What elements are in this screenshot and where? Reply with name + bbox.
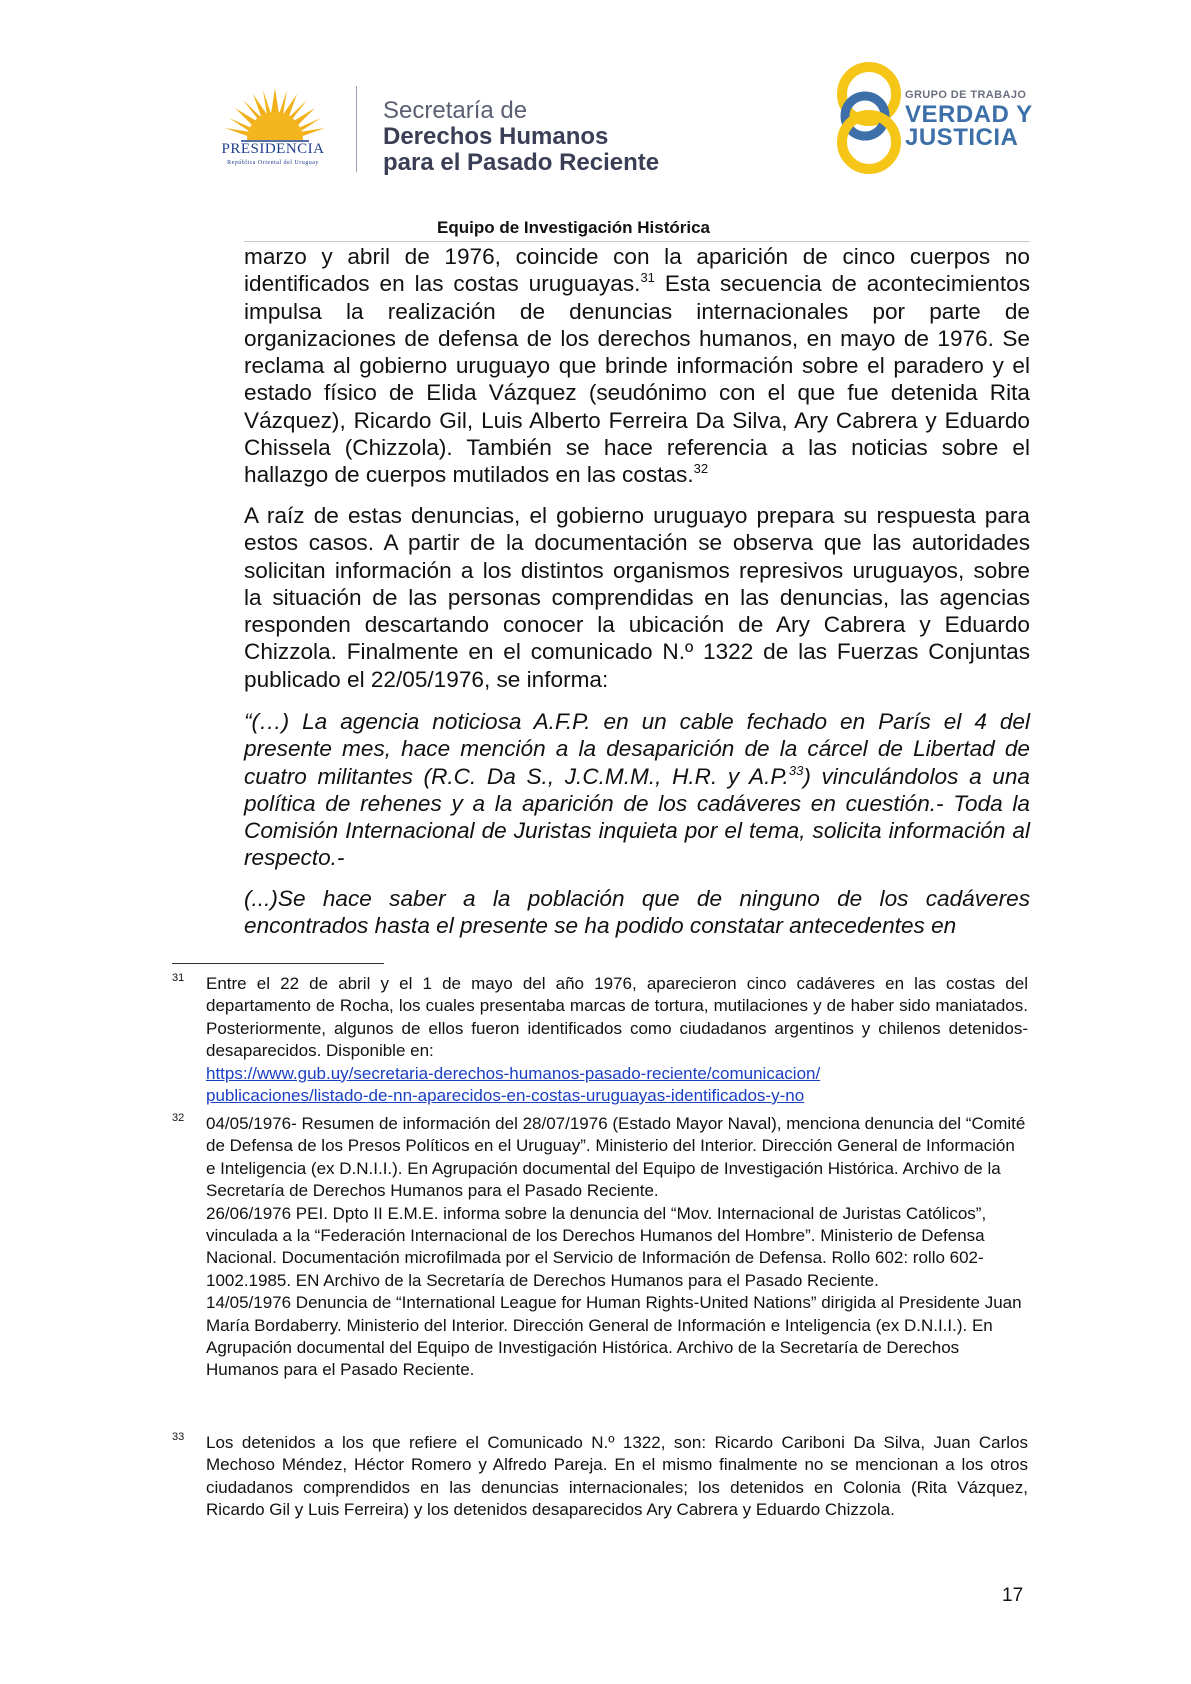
- footnote-ref-32[interactable]: 32: [693, 461, 709, 477]
- paragraph-2: [244, 502, 1030, 693]
- footnote-32-para-2: 26/06/1976 PEI. Dpto II E.M.E. informa sobre la denuncia del “Mov. Internacional de Juristas Católicos”, vinculada a la “Federación Internacional de los Derechos Humanos del Hombre”. Ministerio de Defensa Nacional. Documentación microfilmada por el Servicio de Información de Defensa. Rollo 602: rollo 602-1002.1985. EN Archivo de la Secretaría de Derechos Humanos para el Pasado Reciente.: [206, 1203, 987, 1290]
- footnote-31-link-2[interactable]: publicaciones/listado-de-nn-aparecidos-en-costas-uruguayas-identificados-y-no: [206, 1086, 805, 1106]
- footnote-32-para-3: 14/05/1976 Denuncia de “International League for Human Rights-United Nations” dirigida al Presidente Juan María Bordaberry. Ministerio del Interior. Dirección General de Información e Inteligencia (ex D.N.I.I.). En Agrupación documental del Equipo de Investigación Histórica. Archivo de la Secretaría de Derechos Humanos para el Pasado Reciente.: [206, 1293, 1022, 1380]
- footnote-ref-33[interactable]: 33: [788, 762, 804, 778]
- presidencia-subtitle: República Oriental del Uruguay: [227, 160, 319, 166]
- footnote-32: [206, 1113, 1028, 1382]
- quote-paragraph-1: [244, 708, 1030, 872]
- secretaria-line-1: Secretaría de: [383, 97, 528, 124]
- footnote-31-number: 31: [172, 972, 185, 984]
- quote-paragraph-2: [244, 885, 1030, 940]
- footnote-ref-31[interactable]: 31: [640, 270, 655, 286]
- footnote-33-text: Los detenidos a los que refiere el Comunicado N.º 1322, son: Ricardo Cariboni Da Silva, Juan Carlos Mechoso Méndez, Héctor Romero y Alfredo Pareja. En el mismo finalmente no se mencionan a los otros ciudadanos comprendidos en las denuncias internacionales; los detenidos en Colonia (Rita Vázquez, Ricardo Gil y Luis Ferreira) y los detenidos desaparecidos Ary Cabrera y Eduardo Chizzola.: [206, 1433, 1028, 1520]
- grupo-title-2: JUSTICIA: [905, 124, 1019, 151]
- header-rule: [244, 241, 1030, 242]
- quote-1-text-b: ) vinculándolos a una política de rehenes y a la aparición de los cadáveres en cuestión.- Toda la Comisión Internacional de Juristas inquieta por el tema, solicita información al respecto.-: [244, 763, 1031, 871]
- paragraph-2-text: A raíz de estas denuncias, el gobierno uruguayo prepara su respuesta para estos casos. A partir de la documentación se observa que las autoridades solicitan información a los distintos organismos represivos uruguayos, sobre la situación de las personas comprendidas en las denuncias, las agencias responden descartando conocer la ubicación de Ary Cabrera y Eduardo Chizzola. Finalmente en el comunicado N.º 1322 de las Fuerzas Conjuntas publicado el 22/05/1976, se informa:: [244, 503, 1030, 692]
- page-number: 17: [1002, 1585, 1024, 1606]
- grupo-label: GRUPO DE TRABAJO: [905, 89, 1027, 101]
- footnote-33: [206, 1432, 1028, 1522]
- paragraph-1-text-a: marzo y abril de 1976, coincide con la aparición de cinco cuerpos no identificados en las costas uruguayas.: [244, 244, 1030, 297]
- footnote-32-para-1: 04/05/1976- Resumen de información del 28/07/1976 (Estado Mayor Naval), menciona denuncia del “Comité de Defensa de los Presos Políticos en el Uruguay”. Ministerio del Interior. Dirección General de Información e Inteligencia (ex D.N.I.I.). En Agrupación documental del Equipo de Investigación Histórica. Archivo de la Secretaría de Derechos Humanos para el Pasado Reciente.: [206, 1114, 1026, 1201]
- footnote-32-number: 32: [172, 1112, 185, 1124]
- secretaria-line-2: Derechos Humanos: [383, 123, 609, 150]
- paragraph-1: [244, 243, 1030, 489]
- quote-2-text: (...)Se hace saber a la población que de ninguno de los cadáveres encontrados hasta el presente se ha podido constatar antecedentes en: [244, 886, 1030, 939]
- quote-1-text-a: “(…) La agencia noticiosa A.F.P. en un cable fechado en París el 4 del presente mes, hace mención a la desaparición de la cárcel de Libertad de cuatro militantes (R.C. Da S., J.C.M.M., H.R. y A.P.: [244, 709, 1030, 789]
- secretaria-line-3: para el Pasado Reciente: [383, 149, 660, 176]
- footnote-31: [206, 973, 1028, 1107]
- grupo-title-1: VERDAD Y: [905, 101, 1033, 128]
- presidencia-name: PRESIDENCIA: [221, 141, 325, 157]
- paragraph-1-text-b: Esta secuencia de acontecimientos impulsa la realización de denuncias internacionales por parte de organizaciones de defensa de los derechos humanos, en mayo de 1976. Se reclama al gobierno uruguayo que brinde información sobre el paradero y el estado físico de Elida Vázquez (seudónimo con el que fue detenida Rita Vázquez), Ricardo Gil, Luis Alberto Ferreira Da Silva, Ary Cabrera y Eduardo Chissela (Chizzola). También se hace referencia a las noticias sobre el hallazgo de cuerpos mutilados en las costas.: [244, 271, 1031, 488]
- footnote-33-number: 33: [172, 1431, 185, 1443]
- footnote-31-link-1[interactable]: https://www.gub.uy/secretaria-derechos-humanos-pasado-reciente/comunicacion/: [206, 1063, 821, 1083]
- footnote-separator: [172, 963, 384, 964]
- team-header: Equipo de Investigación Histórica: [437, 218, 710, 237]
- interlinked-rings-icon: [825, 58, 913, 178]
- header-divider: [356, 86, 357, 172]
- sun-emblem-icon: [213, 84, 338, 172]
- footnote-31-text: Entre el 22 de abril y el 1 de mayo del año 1976, aparecieron cinco cadáveres en las costas del departamento de Rocha, los cuales presentaba marcas de tortura, mutilaciones y de haber sido maniatados. Posteriormente, algunos de ellos fueron identificados como ciudadanos argentinos y chilenos detenidos-desaparecidos. Disponible en:: [206, 974, 1028, 1061]
